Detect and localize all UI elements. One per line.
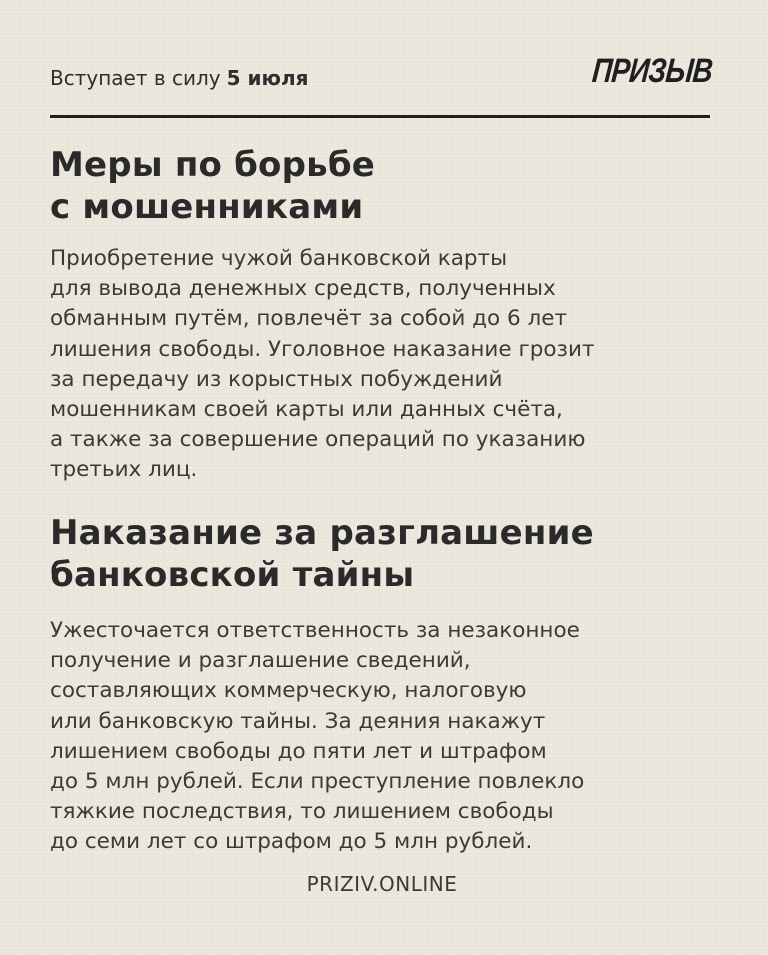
header (50, 52, 714, 104)
page (50, 0, 714, 955)
body-line: лишением свободы до пяти лет и штрафом (50, 738, 547, 764)
body-line: получение и разглашение сведений, (50, 648, 471, 674)
body-line: или банковскую тайны. За деяния накажут (50, 708, 546, 734)
section-bank-secrecy (50, 512, 714, 858)
body-line: обманным путём, повлечёт за собой до 6 лет (50, 306, 568, 332)
body-line: Ужесточается ответственность за незаконное (50, 618, 580, 643)
title-line: банковской тайны (50, 555, 415, 595)
priziv-logo: ПРИЗЫВ (590, 52, 714, 90)
title-line: Наказание за разглашение (50, 513, 594, 553)
body-line: Приобретение чужой банковской карты (50, 246, 508, 271)
body-line: до 5 млн рублей. Если преступление повлекло (50, 769, 585, 795)
body-line: до семи лет со штрафом до 5 млн рублей. (50, 829, 533, 855)
section-title (50, 512, 714, 596)
effective-date: 5 июля (226, 66, 309, 90)
effective-label: Вступает в силу (50, 66, 221, 90)
body-line: тяжкие последствия, то лишением свободы (50, 799, 554, 825)
body-line: мошенникам своей карты или данных счёта, (50, 397, 563, 423)
section-fraud-measures (50, 144, 714, 486)
section-body (50, 616, 714, 858)
body-line: третьих лиц. (50, 457, 198, 483)
section-title (50, 144, 714, 228)
body-line: за передачу из корыстных побуждений (50, 366, 503, 392)
body-line: для вывода денежных средств, полученных (50, 276, 556, 302)
title-line: с мошенниками (50, 187, 364, 227)
body-line: лишения свободы. Уголовное наказание грозит (50, 336, 595, 362)
header-divider (50, 115, 710, 118)
footer-site-link[interactable]: PRIZIV.ONLINE (306, 872, 458, 896)
effective-date-line (50, 66, 308, 90)
title-line: Меры по борьбе (50, 145, 376, 185)
section-body (50, 244, 714, 486)
body-line: составляющих коммерческую, налоговую (50, 678, 527, 704)
body-line: а также за совершение операций по указанию (50, 427, 586, 453)
